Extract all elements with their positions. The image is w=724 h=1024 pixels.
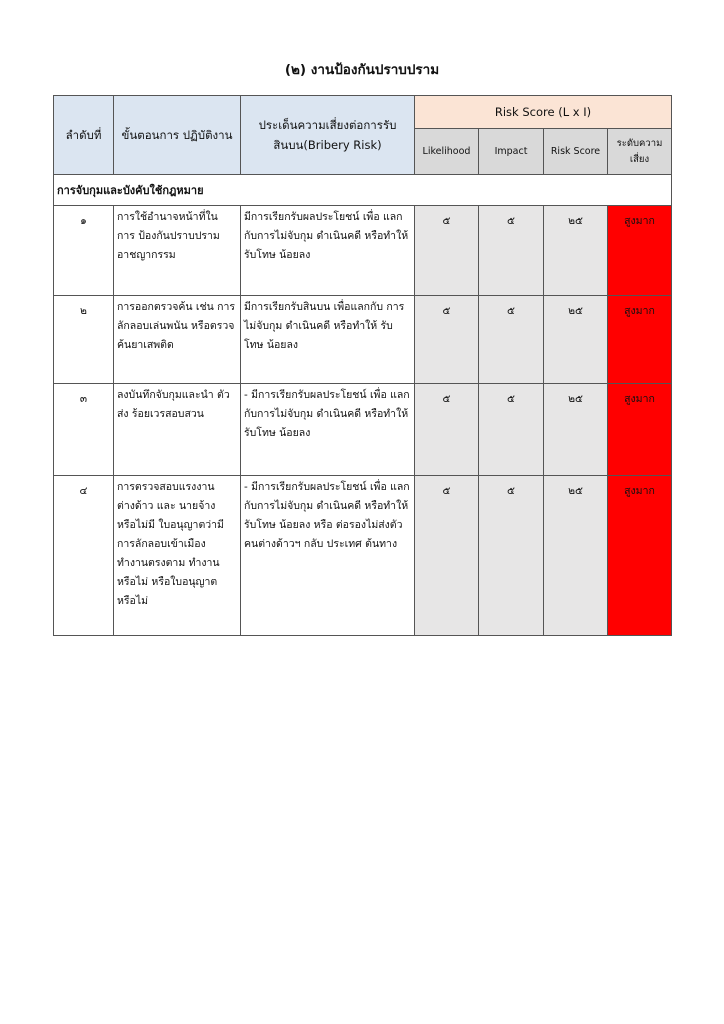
row-risk-issue: - มีการเรียกรับผลประโยชน์ เพื่อ แลกกับการไม่จับกุม ดำเนินคดี หรือทำให้รับโทษ น้อยลง xyxy=(241,384,415,476)
table-row xyxy=(54,384,672,476)
row-procedure: การตรวจสอบแรงงาน ต่างด้าว และ นายจ้าง หรือไม่มี ใบอนุญาตว่ามี การลักลอบเข้าเมือง ทำงานตรงตาม ทำงาน หรือไม่ หรือใบอนุญาต หรือไม่ xyxy=(114,476,241,636)
row-risk-issue: - มีการเรียกรับผลประโยชน์ เพื่อ แลกกับการไม่จับกุม ดำเนินคดี หรือทำให้รับโทษ น้อยลง หรือ ต่อรองไม่ส่งตัว คนต่างด้าวฯ กลับ ประเทศ ต้นทาง xyxy=(241,476,415,636)
row-impact: ๕ xyxy=(479,384,544,476)
header-risk-issue: ประเด็นความเสี่ยงต่อการรับ สินบน(Bribery Risk) xyxy=(241,96,415,175)
header-likelihood: Likelihood xyxy=(415,129,479,175)
row-risk-level: สูงมาก xyxy=(608,206,672,296)
row-likelihood: ๕ xyxy=(415,476,479,636)
row-likelihood: ๕ xyxy=(415,296,479,384)
row-number: ๓ xyxy=(54,384,114,476)
header-seq: ลำดับที่ xyxy=(54,96,114,175)
row-risk-score: ๒๕ xyxy=(544,206,608,296)
row-procedure: การใช้อำนาจหน้าที่ใน การ ป้องกันปราบปราม อาชญากรรม xyxy=(114,206,241,296)
header-procedure: ขั้นตอนการ ปฏิบัติงาน xyxy=(114,96,241,175)
row-impact: ๕ xyxy=(479,206,544,296)
row-procedure: การออกตรวจค้น เช่น การ ลักลอบเล่นพนัน หรือตรวจ ค้นยาเสพติด xyxy=(114,296,241,384)
header-risk-score: Risk Score xyxy=(544,129,608,175)
row-number: ๑ xyxy=(54,206,114,296)
row-impact: ๕ xyxy=(479,476,544,636)
header-risk-level: ระดับความ เสี่ยง xyxy=(608,129,672,175)
row-risk-level: สูงมาก xyxy=(608,384,672,476)
header-impact: Impact xyxy=(479,129,544,175)
row-impact: ๕ xyxy=(479,296,544,384)
row-number: ๒ xyxy=(54,296,114,384)
row-risk-score: ๒๕ xyxy=(544,384,608,476)
row-likelihood: ๕ xyxy=(415,206,479,296)
table-row xyxy=(54,296,672,384)
row-risk-score: ๒๕ xyxy=(544,476,608,636)
row-number: ๔ xyxy=(54,476,114,636)
header-risk-score-group: Risk Score (L x I) xyxy=(415,96,672,129)
table-row xyxy=(54,476,672,636)
row-risk-issue: มีการเรียกรับสินบน เพื่อแลกกับ การไม่จับกุม ดำเนินคดี หรือทำให้ รับโทษ น้อยลง xyxy=(241,296,415,384)
table-row xyxy=(54,206,672,296)
row-risk-level: สูงมาก xyxy=(608,296,672,384)
page-title: (๒) งานป้องกันปราบปราม xyxy=(284,62,440,78)
row-risk-level: สูงมาก xyxy=(608,476,672,636)
row-risk-issue: มีการเรียกรับผลประโยชน์ เพื่อ แลกกับการไม่จับกุม ดำเนินคดี หรือทำให้รับโทษ น้อยลง xyxy=(241,206,415,296)
row-procedure: ลงบันทึกจับกุมและนำ ตัวส่ง ร้อยเวรสอบสวน xyxy=(114,384,241,476)
row-likelihood: ๕ xyxy=(415,384,479,476)
section-title: การจับกุมและบังคับใช้กฎหมาย xyxy=(54,175,672,206)
risk-table xyxy=(53,95,672,636)
row-risk-score: ๒๕ xyxy=(544,296,608,384)
